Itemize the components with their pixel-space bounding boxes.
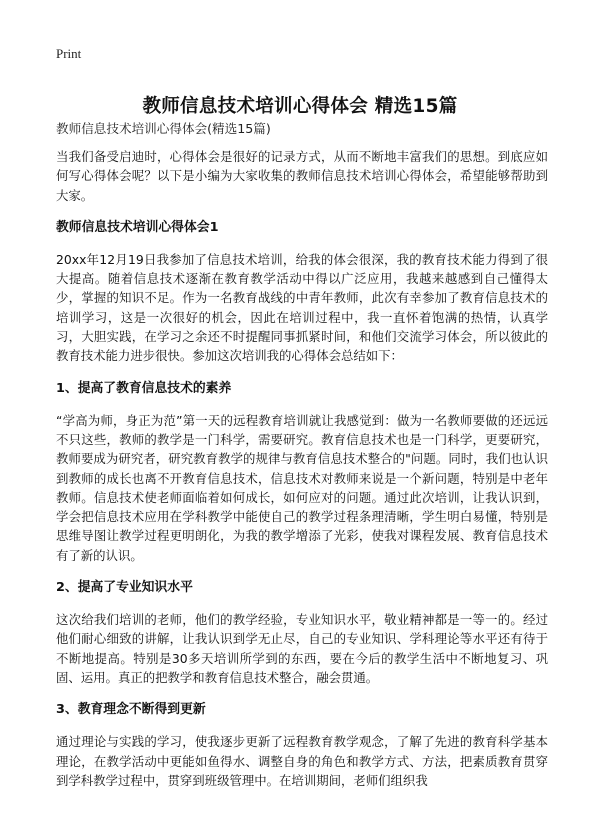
- essay-paragraph: 20xx年12月19日我参加了信息技术培训，给我的体会很深，我的教育技术能力得到了很大提高。随着信息技术逐渐在教育教学活动中得以广泛应用，我越来越感到自己懂得太少，掌握的知识不足。作为一名教育战线的中青年教师，此次有幸参加了教育信息技术的培训学习，这是一次很好的机会，因此在培训过程中，我一直怀着饱满的热情，认真学习，大胆实践，在学习之余还不时提醒同事抓紧时间，和他们交流学习体会，所以彼此的教育技术能力进步很快。参加这次培训我的心得体会总结如下：: [56, 251, 548, 364]
- intro-paragraph: 当我们备受启迪时，心得体会是很好的记录方式，从而不断地丰富我们的思想。到底应如何写心得体会呢？以下是小编为大家收集的教师信息技术培训心得体会，希望能够帮助到大家。: [56, 149, 548, 203]
- print-link[interactable]: Print: [56, 46, 82, 61]
- essay-heading: 教师信息技术培训心得体会1: [56, 219, 219, 235]
- section-paragraph-1: “学高为师，身正为范”第一天的远程教育培训就让我感觉到：做为一名教师要做的还远远不只这些，教师的教学是一门科学，需要研究。教育信息技术也是一门科学，更要研究，教师要成为研究者，研究教育教学的规律与教育信息技术整合的"问题。同时，我们也认识到教师的成长也离不开教育信息技术，信息技术对教师来说是一个新问题，特别是中老年教师。信息技术使老师面临着如何成长，如何应对的问题。通过此次培训，让我认识到，学会把信息技术应用在学科教学中能使自己的教学过程条理清晰，学生明白易懂，特别是思维导图让教学过程更明朗化，为我的教学增添了光彩，使我对课程发展、教育信息技术有了新的认识。: [56, 412, 548, 563]
- section-paragraph-3: 通过理论与实践的学习，使我逐步更新了远程教育教学观念，了解了先进的教育科学基本理论，在教学活动中更能如鱼得水、调整自身的角色和教学方式、方法，把素质教育贯穿到学科教学过程中，贯穿到班级管理中。在培训期间，老师们组织我: [56, 734, 548, 788]
- section-paragraph-2: 这次给我们培训的老师，他们的教学经验，专业知识水平，敬业精神都是一等一的。经过他们耐心细致的讲解，让我认识到学无止尽，自己的专业知识、学科理论等水平还有待于不断地提高。特别是30多天培训所学到的东西，要在今后的教学生活中不断地复习、巩固、运用。真正的把教学和教育信息技术整合，融会贯通。: [56, 612, 548, 685]
- article-subtitle: 教师信息技术培训心得体会(精选15篇): [56, 121, 271, 136]
- section-heading-2: 2、提高了专业知识水平: [56, 580, 193, 596]
- page-title: 教师信息技术培训心得体会 精选15篇: [142, 96, 458, 118]
- section-heading-1: 1、提高了教育信息技术的素养: [56, 380, 232, 396]
- section-heading-3: 3、教育理念不断得到更新: [56, 702, 206, 718]
- article-body: [56, 119, 548, 803]
